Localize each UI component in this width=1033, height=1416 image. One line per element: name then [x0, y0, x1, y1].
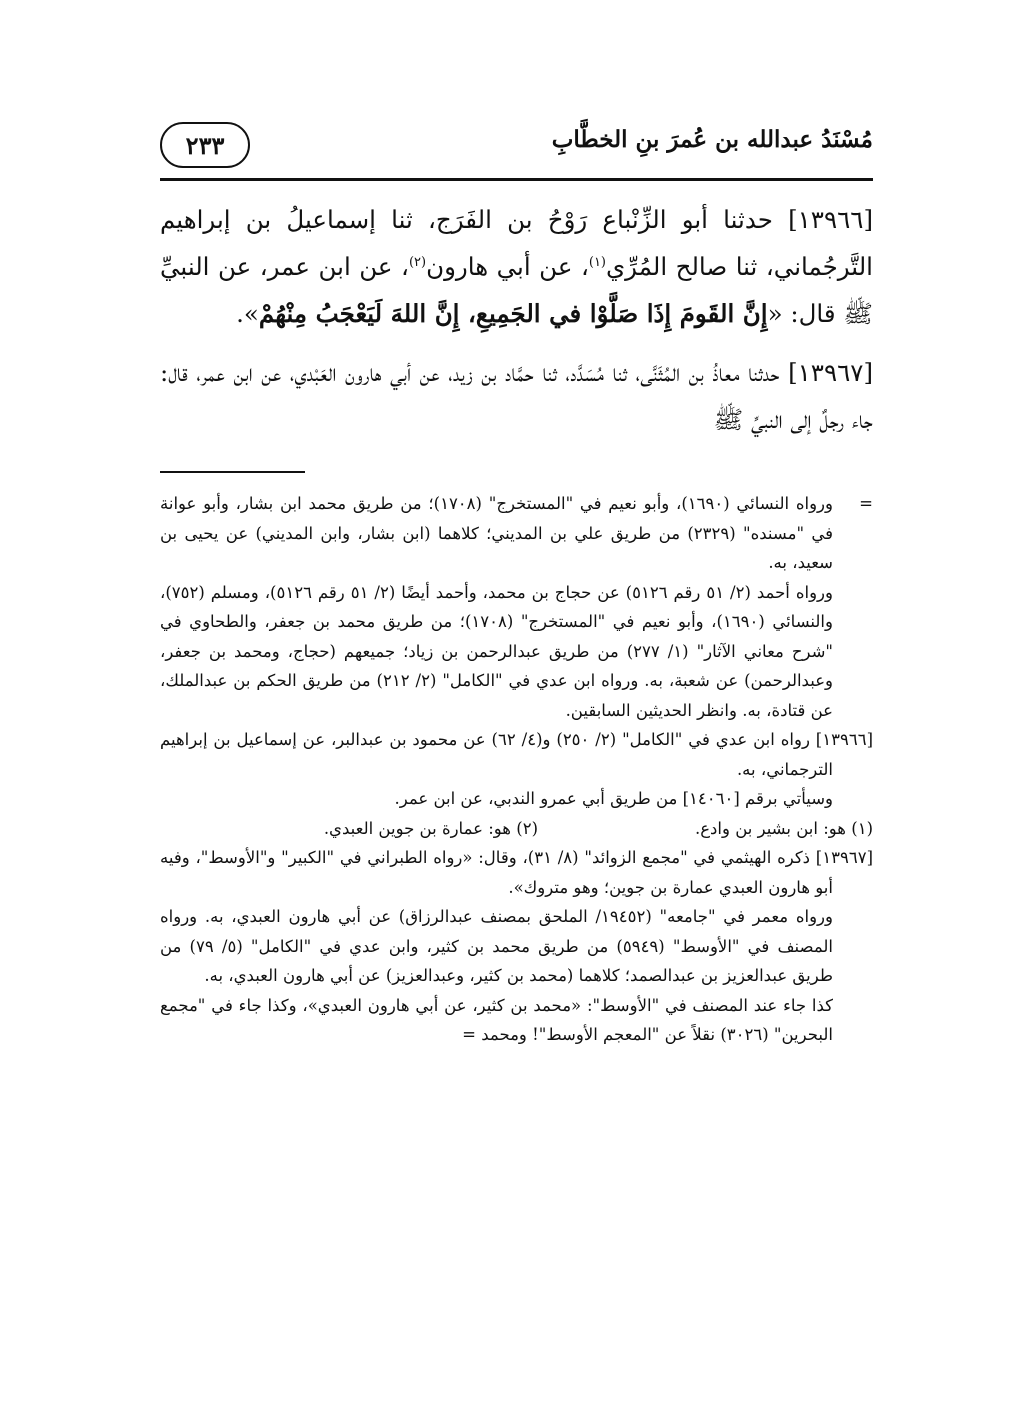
main-text — [160, 196, 873, 443]
footnote-para: =ورواه النسائي (١٦٩٠)، وأبو نعيم في "المستخرج" (١٧٠٨)؛ من طريق محمد ابن بشار، وأبو عوانة في "مسنده" (٢٣٢٩) من طريق علي بن المديني؛ كلاهما (ابن بشار، وابن المديني) عن يحيى بن سعيد، به. — [160, 489, 873, 578]
isnad: حدثنا أبو الزِّنْباع رَوْحُ بن الفَرَج، ثنا إسماعيلُ بن إبراهيم التَّرجُماني، ثنا صالح المُرِّي — [160, 205, 873, 281]
footnote-para: كذا جاء عند المصنف في "الأوسط": «محمد بن كثير، عن أبي هارون العبدي»، وكذا جاء في "مجمع البحرين" (٣٠٢٦) نقلاً عن "المعجم الأوسط"! ومحمد = — [160, 995, 833, 1044]
page — [160, 112, 873, 1050]
footnotes — [160, 489, 873, 1050]
footnote-ref-1[interactable]: (١) — [588, 254, 606, 270]
footnote-para: [١٣٩٦٦] رواه ابن عدي في "الكامل" (٢/ ٢٥٠) و(٤/ ٦٢) عن محمود بن عبدالبر، عن إسماعيل بن إبراهيم الترجماني، به. — [160, 730, 873, 779]
footnote-para: وسيأتي برقم [١٤٠٦٠] من طريق أبي عمرو الندبي، عن ابن عمر. — [394, 789, 833, 808]
footnote-separator — [160, 471, 305, 473]
header-rule — [160, 178, 873, 181]
footnote-para: [١٣٩٦٧] ذكره الهيثمي في "مجمع الزوائد" (٨/ ٣١)، وقال: «رواه الطبراني في "الكبير" و"الأوسط"، وفيه أبو هارون العبدي عمارة بن جوين؛ وهو متروك». — [160, 848, 873, 897]
matn: إِنَّ القَومَ إِذَا صَلَّوْا في الجَمِيعِ، إِنَّ اللهَ لَيَعْجَبُ مِنْهُمْ — [258, 299, 768, 328]
footnote-1: (١) هو: ابن بشير بن وادع. — [694, 818, 873, 838]
page-header — [160, 112, 873, 174]
running-title: مُسْنَدُ عبدالله بن عُمرَ بنِ الخطَّابِ — [551, 126, 873, 153]
hadith-13966 — [160, 196, 873, 337]
hadith-13967 — [160, 349, 873, 443]
hadith-number: [١٣٩٦٧] — [788, 358, 873, 387]
continuation-mark: = — [859, 494, 873, 513]
footnote-ref-2[interactable]: (٢) — [408, 254, 427, 270]
footnote-2: (٢) هو: عمارة بن جوين العبدي. — [323, 818, 538, 838]
page-number-badge: ٢٣٣ — [160, 122, 250, 168]
footnote-para: ورواه معمر في "جامعه" (١٩٤٥٢/ الملحق بمصنف عبدالرزاق) عن أبي هارون العبدي، به. ورواه المصنف في "الأوسط" (٥٩٤٩) من طريق محمد بن كثير، وابن عدي في "الكامل" (٥/ ٧٩) من طريق عبدالعزيز بن عبدالصمد؛ كلاهما (محمد بن كثير، وعبدالعزيز) عن أبي هارون العبدي، به. — [160, 907, 833, 985]
isnad-continued: ، عن أبي هارون — [426, 252, 589, 281]
hadith-number: [١٣٩٦٦] — [788, 205, 873, 234]
hadith-text: حدثنا معاذُ بن المُثَنَّى، ثنا مُسَدَّد، ثنا حمَّاد بن زيد، عن أبي هارون العَبْدي، عن ابن عمر، قال: جاء رجلٌ إلى النبيِّ ﷺ — [160, 358, 873, 434]
isnad-end: ، عن ابن عمر، عن النبيِّ ﷺ قال: « — [160, 252, 873, 328]
footnote-notes-row — [160, 814, 873, 844]
footnote-para: ورواه أحمد (٢/ ٥١ رقم ٥١٢٦) عن حجاج بن محمد، وأحمد أيضًا (٢/ ٥١ رقم ٥١٢٦)، ومسلم (٧٥٢)، والنسائي (١٦٩٠)، وأبو نعيم في "المستخرج" (١٧٠٨)؛ من طريق محمد بن جعفر، والطحاوي في "شرح معاني الآثار" (١/ ٢٧٧) من طريق عبدالرحمن بن زياد؛ جميعهم (حجاج، ومحمد بن جعفر، وعبدالرحمن) عن شعبة، به. ورواه ابن عدي في "الكامل" (٢/ ٢١٢) من طريق الحكم بن عبدالملك، عن قتادة، به. وانظر الحديثين السابقين. — [160, 582, 834, 720]
quote-close: ». — [236, 299, 259, 328]
